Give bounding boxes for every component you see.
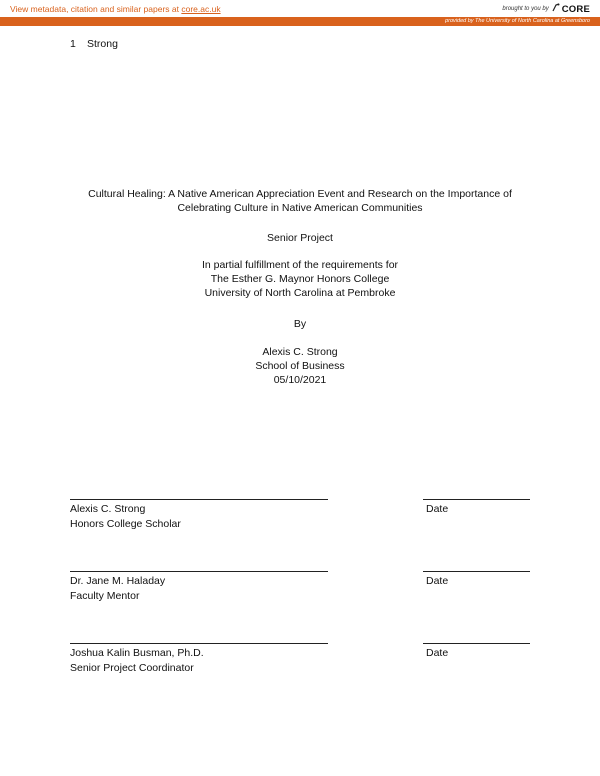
page-number: 1 [70,38,76,50]
by-label: By [293,318,307,330]
core-logo[interactable] [552,3,590,15]
core-metadata-link-text [10,4,221,14]
senior-project-label: Senior Project [267,232,333,244]
date-line [423,499,530,500]
author-block [0,345,600,387]
signature-line [70,643,328,644]
core-brought-label: brought to you by [502,6,549,12]
fulfillment-line-2: The Esther G. Maynor Honors College [210,273,390,285]
author-school: School of Business [255,360,345,372]
author-name: Alexis C. Strong [262,346,338,358]
signatory-role: Faculty Mentor [70,590,140,602]
signatory-name: Alexis C. Strong [70,503,146,515]
title-line-1: Cultural Healing: A Native American Appreciation Event and Research on the Importance of [88,188,512,200]
date-line [423,571,530,572]
core-logo-icon [552,3,560,15]
title-line-2: Celebrating Culture in Native American Communities [177,202,423,214]
document-title [0,187,600,215]
core-brought-by [502,3,590,15]
signature-line [70,571,328,572]
running-head: Strong [87,38,118,50]
signatory-name: Joshua Kalin Busman, Ph.D. [70,647,204,659]
signatory-role: Honors College Scholar [70,518,181,530]
date-label: Date [426,647,449,659]
core-banner [0,0,600,27]
signature-line [70,499,328,500]
signatory-name: Dr. Jane M. Haladay [70,575,166,587]
fulfillment-line-1: In partial fulfillment of the requirements for [201,259,399,271]
signatory-role: Senior Project Coordinator [70,662,194,674]
core-provided-bar [0,17,600,26]
date-label: Date [426,575,449,587]
running-header [70,38,118,50]
author-date: 05/10/2021 [273,374,327,386]
core-metadata-label: View metadata, citation and similar papers at [10,4,182,14]
fulfillment-block [0,258,600,300]
core-provided-by: provided by The University of North Carolina at Greensboro [445,18,590,24]
date-label: Date [426,503,449,515]
core-logo-text: CORE [561,3,590,15]
core-link[interactable]: core.ac.uk [181,4,221,14]
date-line [423,643,530,644]
fulfillment-line-3: University of North Carolina at Pembroke [204,287,396,299]
